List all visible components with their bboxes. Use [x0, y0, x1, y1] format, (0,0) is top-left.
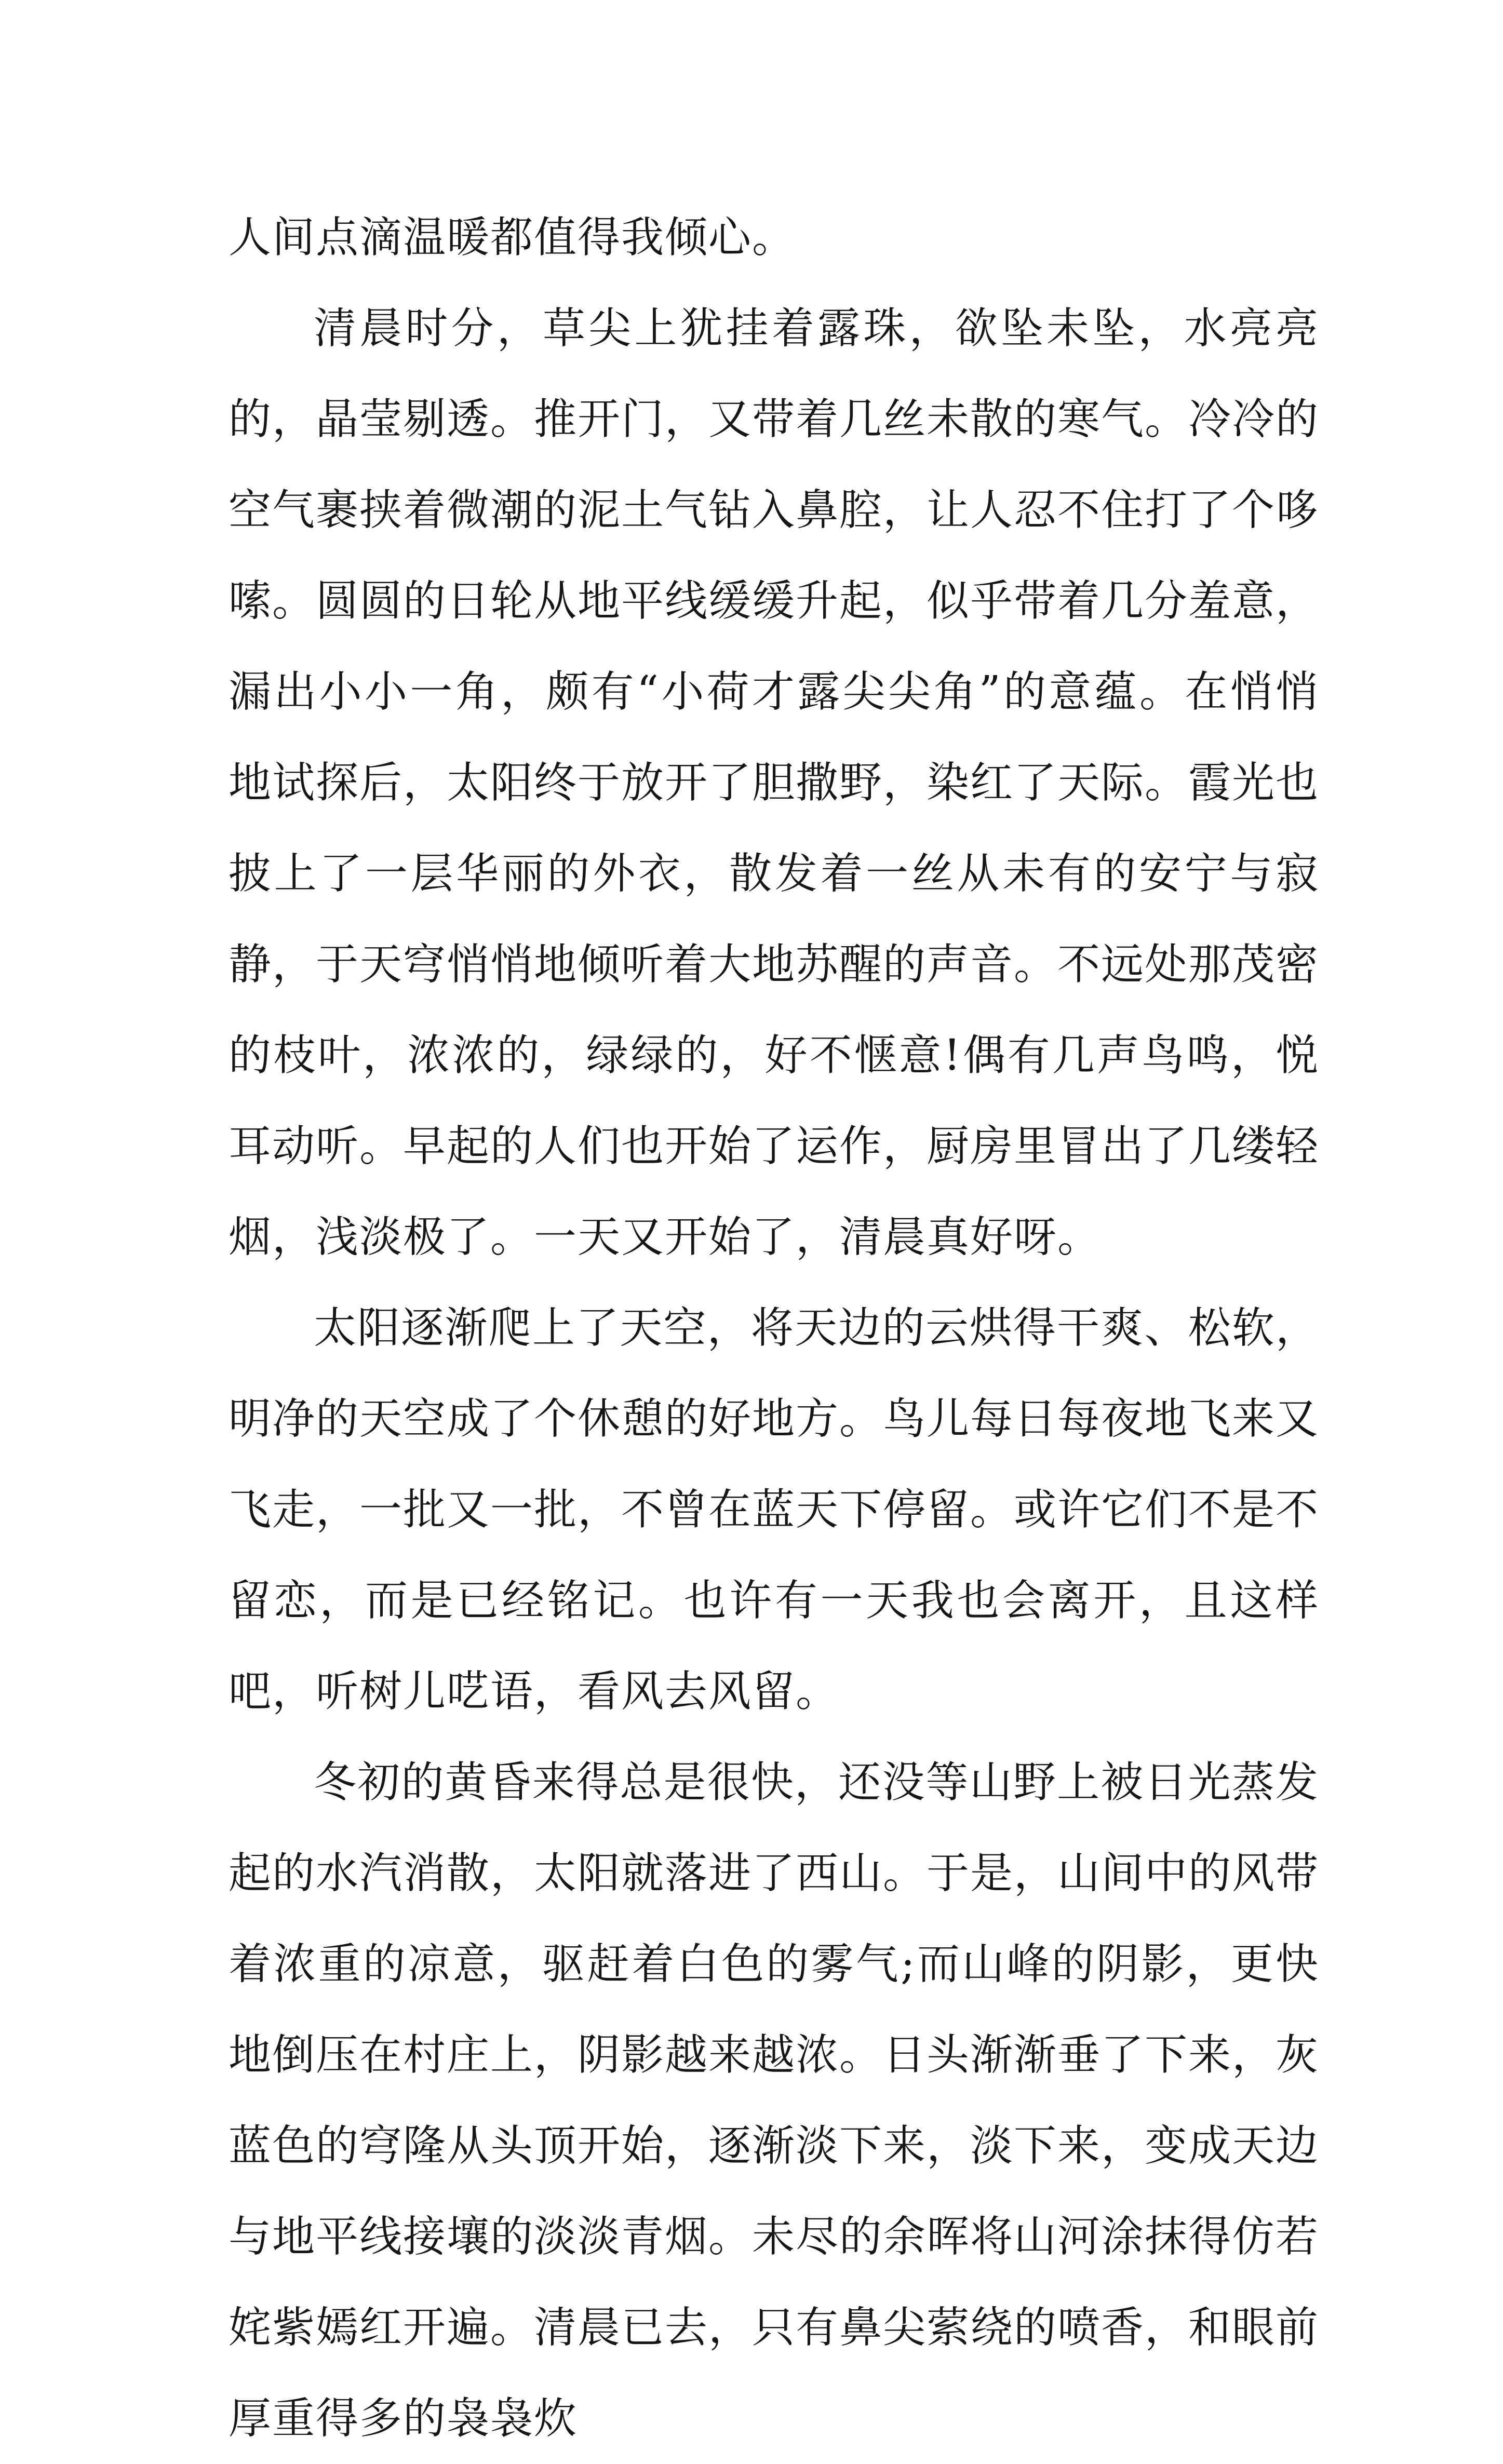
paragraph-morning: 清晨时分，草尖上犹挂着露珠，欲坠未坠，水亮亮的，晶莹剔透。推开门，又带着几丝未散的寒气。冷冷的空气裹挟着微潮的泥土气钻入鼻腔，让人忍不住打了个哆嗦。圆圆的日轮从地平线缓缓升起，似乎带着几分羞意，漏出小小一角，颇有“小荷才露尖尖角”的意蕴。在悄悄地试探后，太阳终于放开了胆撒野，染红了天际。霞光也披上了一层华丽的外衣，散发着一丝从未有的安宁与寂静，于天穹悄悄地倾听着大地苏醒的声音。不远处那茂密的枝叶，浓浓的，绿绿的，好不惬意!偶有几声鸟鸣，悦耳动听。早起的人们也开始了运作，厨房里冒出了几缕轻烟，浅淡极了。一天又开始了，清晨真好呀。 — [229, 304, 1320, 1262]
paragraph-dusk: 冬初的黄昏来得总是很快，还没等山野上被日光蒸发起的水汽消散，太阳就落进了西山。于是，山间中的风带着浓重的凉意，驱赶着白色的雾气;而山峰的阴影，更快地倒压在村庄上，阴影越来越浓。日头渐渐垂了下来，灰蓝色的穹隆从头顶开始，逐渐淡下来，淡下来，变成天边与地平线接壤的淡淡青烟。未尽的余晖将山河涂抹得仿若姹紫嫣红开遍。清晨已去，只有鼻尖萦绕的喷香，和眼前厚重得多的袅袅炊 — [229, 1758, 1320, 2443]
document-body — [229, 192, 1319, 2464]
paragraph-continuation: 人间点滴温暖都值得我倾心。 — [229, 213, 796, 262]
paragraph-midday: 太阳逐渐爬上了天空，将天边的云烘得干爽、松软，明净的天空成了个休憩的好地方。鸟儿每日每夜地飞来又飞走，一批又一批，不曾在蓝天下停留。或许它们不是不留恋，而是已经铭记。也许有一天我也会离开，且这样吧，听树儿呓语，看风去风留。 — [229, 1303, 1320, 1716]
